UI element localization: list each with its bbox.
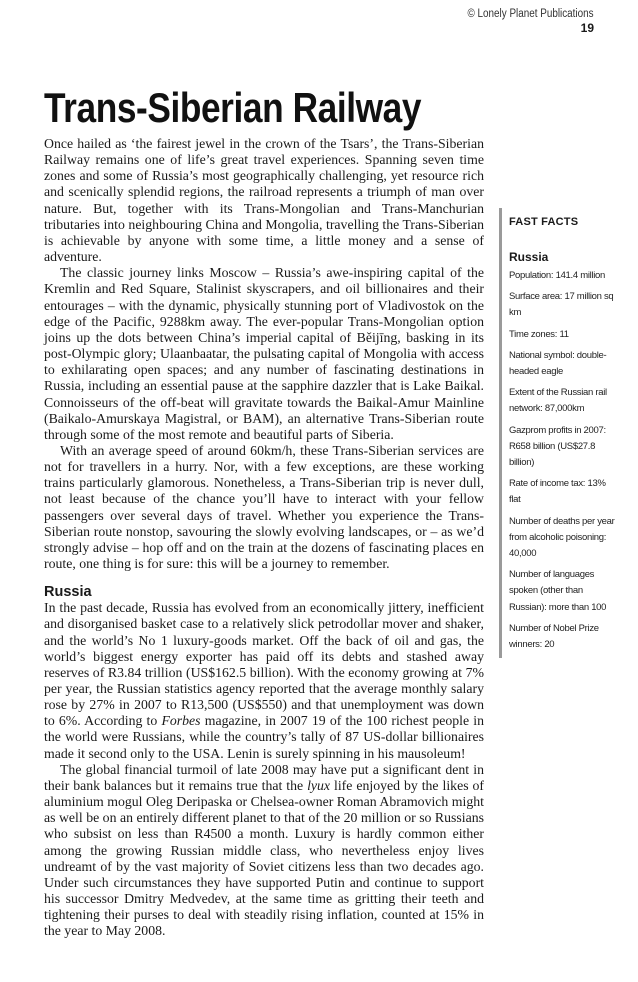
fast-fact-value: 13% flat: [509, 478, 606, 506]
fast-fact-item: [509, 514, 619, 563]
forbes-italic: Forbes: [161, 713, 201, 729]
fast-fact-item: [509, 327, 619, 343]
fast-fact-value: 20: [544, 639, 555, 651]
fast-fact-item: [509, 289, 619, 321]
fast-fact-item: [509, 567, 619, 616]
fast-fact-label: Number of Nobel Prize winners:: [509, 622, 599, 651]
fast-fact-value: double-headed eagle: [509, 349, 607, 378]
fast-fact-label: Surface area:: [509, 291, 563, 303]
fast-fact-item: [509, 476, 619, 508]
fast-fact-value: 40,000: [509, 548, 537, 560]
fast-facts-sidebar: [499, 208, 619, 658]
russia-p1-text-b: magazine, in 2007 19 of the 100 richest people in the world were Russians, while the country’s tally of 87 US-dollar billionaires made it second only to the USA. Lenin is surely spinning in his mausoleum!: [44, 713, 484, 761]
page-header: [447, 8, 594, 35]
fast-fact-value: 11: [559, 328, 569, 340]
fast-fact-label: Time zones:: [509, 328, 558, 340]
page-number: 19: [580, 21, 594, 35]
fast-fact-value: 141.4 million: [555, 270, 606, 281]
main-text-column: [44, 136, 484, 940]
fast-fact-label: Rate of income tax:: [509, 478, 586, 490]
intro-paragraph-3: With an average speed of around 60km/h, these Trans-Siberian services are not for travellers in a hurry. Nor, with a few exceptions, are these working trains particularly glamorous. Nonetheless, a Trans-Siberian trip is never dull, not least because of the chance you’ll have to interact with your fellow passengers over several days of travel. Whether you experience the Trans-Siberian route nonstop, savouring the slowly evolving landscapes, or – as we’d strongly advise – hop off and on the train at the dozens of fascinating places en route, one thing is for sure: this will be a journey to remember.: [44, 442, 484, 572]
page-title: Trans-Siberian Railway: [44, 84, 422, 131]
fast-fact-label: Gazprom profits in 2007:: [509, 424, 606, 436]
fast-fact-item: [509, 423, 619, 472]
fast-fact-label: Extent of the Russian rail network:: [509, 387, 607, 415]
copyright-notice: © Lonely Planet Publications: [467, 8, 594, 20]
fast-fact-item: [509, 268, 619, 284]
lyux-italic: lyux: [307, 777, 331, 793]
fast-fact-label: National symbol:: [509, 349, 575, 361]
fast-fact-value: R658 billion (US$27.8 billion): [509, 440, 596, 469]
fast-facts-title: FAST FACTS: [509, 216, 579, 228]
fast-fact-item: [509, 621, 619, 653]
fast-fact-label: Number of languages spoken (other than Russian):: [509, 569, 595, 613]
intro-paragraph-1: Once hailed as ‘the fairest jewel in the crown of the Tsars’, the Trans-Siberian Railway remains one of life’s great travel experiences. Spanning seven time zones and some of Russia’s most geographically challenging, yet resource rich and scenically splendid regions, the railroad represents a triumph of man over nature. But, together with its Trans-Mongolian and Trans-Manchurian tributaries into neighbouring China and Mongolia, travelling the Trans-Siberian is achievable by anyone with some time, a little money and a sense of adventure.: [44, 136, 484, 265]
russia-p2-text-a: The global financial turmoil of late 2008 may have put a significant dent in their bank balances but it remains true that the: [44, 761, 484, 793]
russia-paragraph-2: [44, 762, 484, 940]
fast-facts-list: [509, 268, 619, 653]
russia-paragraph-1: [44, 600, 484, 762]
fast-fact-value: more than 100: [548, 601, 607, 613]
fast-facts-country: Russia: [509, 250, 549, 264]
fast-fact-value: 87,000km: [544, 403, 585, 415]
section-heading-russia: Russia: [44, 584, 92, 601]
fast-fact-label: Number of deaths per year from alcoholic poisoning:: [509, 515, 615, 543]
russia-p1-text-a: In the past decade, Russia has evolved from an economically jittery, inefficient and disorganised basket case to a relatively slick petrodollar mover and shaker, and the world’s No 1 luxury-goods market. Off the back of oil and gas, the world’s biggest energy exporter has paid off its debts and stashed away reserves of R3.84 trillion (US$162.5 billion). With the economy growing at 7% per year, the Russian statistics agency reported that the average monthly salary rose by 27% in 2007 to R13,500 (US$550) and that unemployment was down to 6%. According to: [44, 600, 484, 729]
fast-fact-value: 17 million sq km: [509, 291, 614, 319]
russia-p2-text-b: life enjoyed by the likes of aluminium mogul Oleg Deripaska or Chelsea-owner Roman Abramovich might as well be on an entirely different planet to that of the 20 million or so Russians who subsist on less than R4500 a month. Luxury is hardly common either among the growing Russian middle class, who nevertheless enjoy lives undreamt of by the vast majority of Soviet citizens less than two decades ago. Under such circumstances they have supported Putin and continue to support his successor Dmitry Medvedev, at the same time as gritting their teeth and tightening their purses to deal with steadily rising inflation, counted at 15% in the year to May 2008.: [44, 777, 484, 939]
intro-paragraph-2: The classic journey links Moscow – Russia’s awe-inspiring capital of the Kremlin and Red Square, Stalinist skyscrapers, and oil billionaires and their entourages – with the dynamic, physically stunning port of Vladivostok on the edge of the Pacific, 9288km away. The ever-popular Trans-Mongolian option joins up the dots between China’s imperial capital of Běijīng, basking in its post-Olympic glory; Ulaanbaatar, the pulsating capital of Mongolia with access to exhilarating open spaces; and any number of fascinating destinations in Russia, including an essential pause at the sapphire dazzler that is Lake Baikal. Connoisseurs of the off-beat will gravitate towards the Baikal-Amur Mainline (Baikalo-Amurskaya Magistral, or BAM), an alternative Trans-Siberian route through some of the most remote and beautiful parts of Siberia.: [44, 265, 484, 442]
fast-fact-item: [509, 385, 619, 417]
fast-fact-item: [509, 348, 619, 380]
fast-fact-label: Population:: [509, 270, 554, 281]
